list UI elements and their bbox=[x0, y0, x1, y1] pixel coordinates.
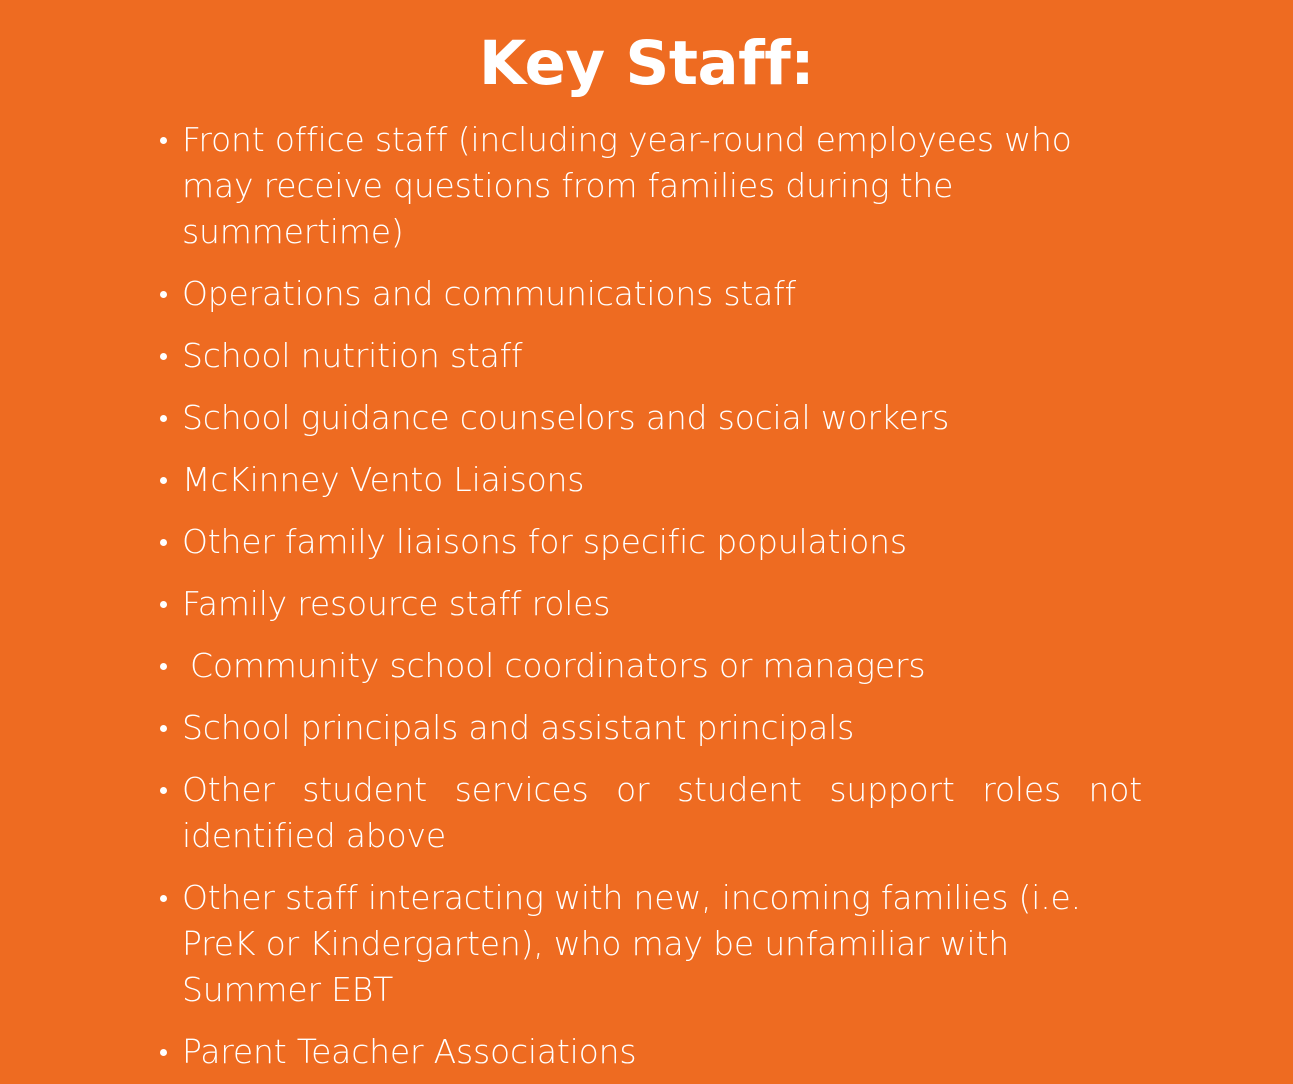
list-item bbox=[152, 767, 1142, 859]
key-staff-list bbox=[152, 117, 1172, 1084]
list-item bbox=[152, 271, 1142, 317]
list-item-label: Other student services or student support roles not identified above bbox=[182, 770, 1142, 855]
list-item-label: McKinney Vento Liaisons bbox=[182, 460, 585, 499]
bullet-dot-icon bbox=[160, 663, 167, 670]
list-item bbox=[152, 581, 1142, 627]
list-item-label: Family resource staff roles bbox=[182, 584, 611, 623]
list-item-label: School principals and assistant principals bbox=[182, 708, 855, 747]
bullet-dot-icon bbox=[160, 1049, 167, 1056]
list-item-label: Community school coordinators or managers bbox=[190, 646, 926, 685]
list-item-label: Operations and communications staff bbox=[182, 274, 796, 313]
list-item-label: School guidance counselors and social workers bbox=[182, 398, 950, 437]
bullet-dot-icon bbox=[160, 137, 167, 144]
bullet-dot-icon bbox=[160, 725, 167, 732]
list-item-label: Parent Teacher Associations bbox=[182, 1032, 637, 1071]
bullet-dot-icon bbox=[160, 477, 167, 484]
bullet-dot-icon bbox=[160, 291, 167, 298]
list-item bbox=[152, 1029, 1142, 1075]
bullet-dot-icon bbox=[160, 601, 167, 608]
bullet-dot-icon bbox=[160, 539, 167, 546]
list-item bbox=[152, 643, 1142, 689]
bullet-dot-icon bbox=[160, 353, 167, 360]
list-item bbox=[152, 117, 1142, 255]
list-item-label: Other family liaisons for specific populations bbox=[182, 522, 907, 561]
bullet-dot-icon bbox=[160, 787, 167, 794]
list-item-label: School nutrition staff bbox=[182, 336, 523, 375]
page-title: Key Staff: bbox=[478, 28, 815, 99]
list-item bbox=[152, 457, 1142, 503]
list-item bbox=[152, 519, 1142, 565]
bullet-dot-icon bbox=[160, 415, 167, 422]
list-item bbox=[152, 875, 1142, 1013]
list-item-label: Front office staff (including year-round employees who may receive questions from families during the summertime) bbox=[182, 120, 1072, 251]
list-item bbox=[152, 333, 1142, 379]
list-item bbox=[152, 395, 1142, 441]
bullet-dot-icon bbox=[160, 895, 167, 902]
list-item-label: Other staff interacting with new, incoming families (i.e. PreK or Kindergarten), who may be unfamiliar with Summer EBT bbox=[182, 878, 1081, 1009]
list-item bbox=[152, 705, 1142, 751]
